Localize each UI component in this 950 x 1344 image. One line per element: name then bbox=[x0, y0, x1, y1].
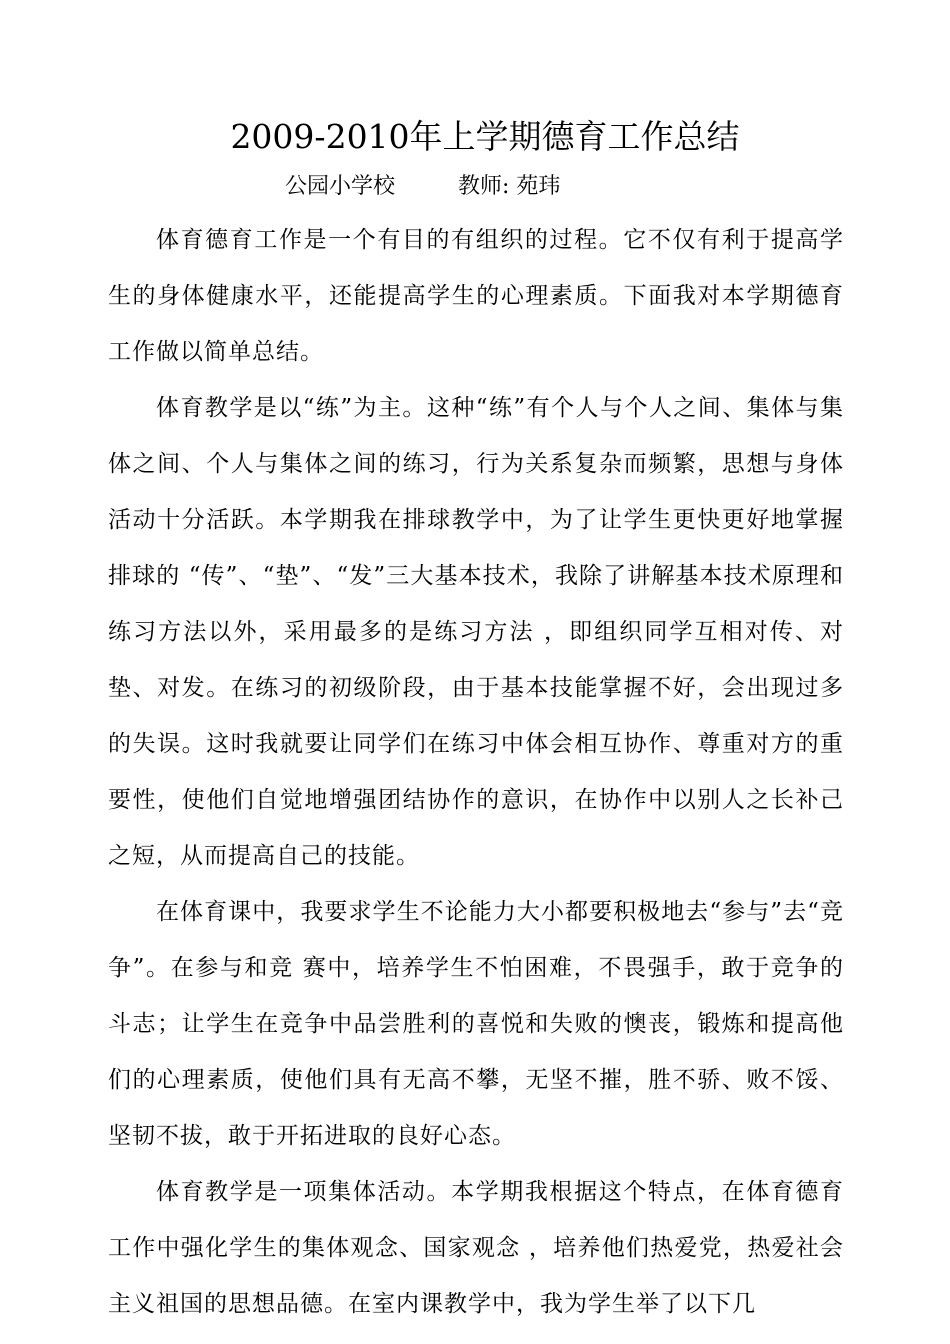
document-body bbox=[108, 212, 844, 1332]
paragraph: 在体育课中，我要求学生不论能力大小都要积极地去“参与”去“竞争”。在参与和竞 赛中，培养学生不怕困难，不畏强手，敢于竞争的斗志；让学生在竞争中品尝胜利的喜悦和失败的懊丧，锻炼和提高他们的心理素质，使他们具有无高不攀，无坚不摧，胜不骄、败不馁、坚韧不拔，敢于开拓进取的良好心态。 bbox=[108, 899, 844, 1149]
document-title: 2009-2010年上学期德育工作总结 bbox=[230, 117, 740, 156]
school-name: 公园小学校 bbox=[285, 174, 396, 199]
paragraph: 体育德育工作是一个有目的有组织的过程。它不仅有利于提高学生的身体健康水平，还能提高学生的心理素质。下面我对本学期德育工作做以简单总结。 bbox=[108, 227, 844, 365]
byline bbox=[285, 170, 560, 204]
paragraph: 体育教学是以“练”为主。这种“练”有个人与个人之间、集体与集体之间、个人与集体之间的练习，行为关系复杂而频繁，思想与身体活动十分活跃。本学期我在排球教学中，为了让学生更快更好地掌握排球的 “传”、“垫”、“发”三大基本技术，我除了讲解基本技术原理和练习方法以外，采用最多的是练习方法 ，即组织同学互相对传、对垫、对发。在练习的初级阶段，由于基本技能掌握不好，会出现过多的失误。这时我就要让同学们在练习中体会相互协作、尊重对方的重要性，使他们自觉地增强团结协作的意识，在协作中以别人之长补己之短，从而提高自己的技能。 bbox=[108, 395, 844, 869]
paragraph: 体育教学是一项集体活动。本学期我根据这个特点，在体育德育工作中强化学生的集体观念、国家观念 ，培养他们热爱党，热爱社会主义祖国的思想品德。在室内课教学中，我为学生举了以下几 bbox=[108, 1179, 844, 1317]
teacher-label: 教师: bbox=[457, 174, 510, 199]
teacher-name: 苑玮 bbox=[516, 174, 561, 199]
